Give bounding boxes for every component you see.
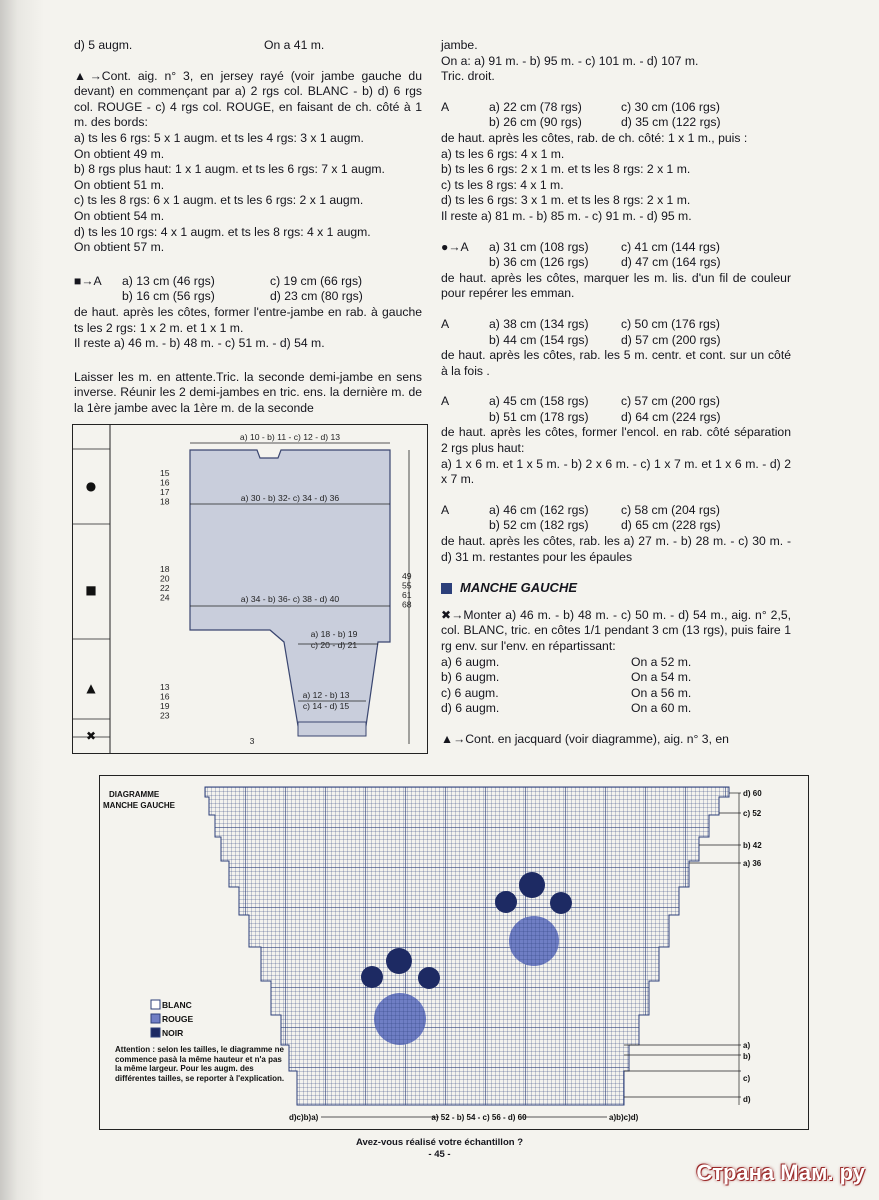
augm-row — [441, 701, 791, 717]
schema-group-3-value: 16 — [160, 691, 170, 702]
cross-icon: ✖ — [85, 729, 97, 743]
pants-shape — [190, 450, 390, 726]
augm-key: a) 6 augm. — [441, 654, 500, 669]
line-tric-droit: Tric. droit. — [441, 69, 495, 84]
a4-row-1 — [441, 394, 791, 410]
line-r10: de haut. après les côtes, marquer les m. lis. d'un fil de couleur pour repérer les emman. — [441, 270, 791, 301]
a2-b: b) 36 cm (126 rgs) — [489, 255, 589, 270]
schema-top-label: a) 10 - b) 11 - c) 12 - d) 13 — [239, 432, 341, 442]
label-low-b: b) — [743, 1052, 751, 1061]
label-low-c: c) — [743, 1074, 751, 1083]
schema-group-1-value: 18 — [160, 496, 170, 507]
right-column — [441, 38, 791, 748]
a3-c: c) 50 cm (176 rgs) — [621, 316, 720, 331]
schema-leg1b: c) 20 - d) 21 — [310, 640, 358, 650]
line-r9: Il reste a) 81 m. - b) 85 m. - c) 91 m. - d) 95 m. — [441, 208, 692, 223]
schema-leg2b: c) 14 - d) 15 — [302, 701, 350, 711]
line-rab: de haut. après les côtes, rab. de ch. côté: 1 x 1 m., puis : — [441, 130, 748, 145]
label-low-d: d) — [743, 1095, 751, 1104]
line-r16: ▲→Cont. en jacquard (voir diagramme), aig. n° 3, en — [441, 731, 729, 746]
a2-c: c) 41 cm (144 rgs) — [621, 239, 720, 254]
heading-text: MANCHE GAUCHE — [460, 580, 577, 596]
schema-group-2-value: 24 — [160, 592, 170, 603]
label-low-a: a) — [743, 1041, 751, 1050]
a1-c: c) 30 cm (106 rgs) — [621, 99, 720, 114]
diagram-note: Attention : selon les tailles, le diagramme ne commence pasà la même hauteur et n'a pas la même largeur. Pour les augm. des différentes tailles, se reporter à l'explication. — [115, 1045, 285, 1083]
line-d-augm: d) ts les 10 rgs: 4 x 1 augm. et ts les 8 rgs: 4 x 1 augm. — [74, 224, 371, 239]
line-il-reste: Il reste a) 46 m. - b) 48 m. - c) 51 m. - d) 54 m. — [74, 336, 325, 351]
a3-row-1 — [441, 317, 791, 333]
sleeve-diagram — [99, 775, 809, 1130]
augm-row — [441, 686, 791, 702]
schema-leg2a: a) 12 - b) 13 — [302, 690, 350, 700]
schema-group-3-value: 23 — [160, 710, 170, 721]
line-r6: b) ts les 6 rgs: 2 x 1 m. et ts les 8 rgs: 2 x 1 m. — [441, 162, 691, 177]
line-r5: a) ts les 6 rgs: 4 x 1 m. — [441, 146, 565, 161]
triangle-icon: ▲ — [86, 681, 96, 695]
size-a: a) 13 cm (46 rgs) — [122, 273, 215, 288]
label-a36: a) 36 — [743, 859, 762, 868]
a4-a: a) 45 cm (158 rgs) — [489, 394, 589, 409]
schema-group-1-value: 17 — [160, 487, 170, 497]
legend-rouge: ROUGE — [162, 1014, 194, 1024]
page-binding — [0, 0, 44, 1200]
text-l1-a: d) 5 augm. — [74, 38, 133, 52]
a1-prefix: A — [441, 99, 450, 114]
schema-height-value: 49 — [402, 571, 412, 581]
square-arrow-a: ■→A — [74, 273, 102, 288]
line-r8: d) ts les 6 rgs: 3 x 1 m. et ts les 8 rgs: 2 x 1 m. — [441, 193, 691, 208]
a5-d: d) 65 cm (228 rgs) — [621, 518, 721, 533]
line-r14: de haut. après les côtes, rab. les a) 27 m. - b) 28 m. - c) 30 m. - d) 31 m. restantes pour les épaules — [441, 534, 791, 564]
schema-height-value: 68 — [402, 599, 412, 610]
size-c: c) 19 cm (66 rgs) — [270, 273, 363, 288]
a1-a: a) 22 cm (78 rgs) — [489, 99, 582, 114]
schema-mid1-label: a) 30 - b) 32- c) 34 - d) 36 — [240, 493, 340, 503]
a4-c: c) 57 cm (200 rgs) — [621, 394, 720, 409]
label-c52: c) 52 — [743, 809, 762, 818]
line-r11: de haut. après les côtes, rab. les 5 m. centr. et cont. sur un côté à la fois . — [441, 348, 791, 378]
sq-row-2 — [74, 289, 422, 305]
schema-group-3-value: 13 — [160, 682, 170, 692]
legend-white-swatch — [151, 1000, 160, 1009]
augm-value: On a 60 m. — [631, 701, 692, 716]
a1-row-2 — [441, 115, 791, 131]
schema-group-2-value: 22 — [160, 583, 170, 593]
a5-a: a) 46 cm (162 rgs) — [489, 502, 589, 517]
sq-row-1 — [74, 274, 422, 290]
augm-row — [441, 655, 791, 671]
size-b: b) 16 cm (56 rgs) — [122, 289, 215, 304]
page-number: - 45 - — [428, 1149, 451, 1160]
paragraph-entre-jambe: de haut. après les côtes, former l'entre-jambe en rab. à gauche ts les 2 rgs: 1 x 2 m. et 1 x 1 m. — [74, 304, 422, 335]
a5-b: b) 52 cm (182 rgs) — [489, 518, 589, 533]
text-l1-b: On a 41 m. — [264, 38, 325, 52]
left-line-1 — [74, 38, 422, 54]
augm-key: b) 6 augm. — [441, 670, 500, 685]
schema-group-2-value: 20 — [160, 573, 170, 584]
diagram-title-2: MANCHE GAUCHE — [103, 801, 175, 810]
line-on-a: On a: a) 91 m. - b) 95 m. - c) 101 m. - d) 107 m. — [441, 53, 699, 68]
a1-row-1 — [441, 100, 791, 116]
a1-d: d) 35 cm (122 rgs) — [621, 115, 721, 130]
a5-row-1 — [441, 503, 791, 519]
a3-prefix: A — [441, 316, 450, 331]
line-obtient-49: On obtient 49 m. — [74, 146, 165, 161]
watermark-text: Страна Мам — [696, 1160, 828, 1185]
line-obtient-57: On obtient 57 m. — [74, 240, 165, 255]
square-icon: ■ — [85, 583, 97, 597]
paragraph-attente: Laisser les m. en attente.Tric. la seconde demi-jambe en sens inverse. Réunir les 2 demi-jambes en tric. ens. la dernière m. de la 1ère jambe avec la 1ère m. de la seconde — [74, 369, 422, 415]
schema-leg1a: a) 18 - b) 19 — [310, 629, 358, 639]
a3-a: a) 38 cm (134 rgs) — [489, 316, 589, 331]
a5-row-2 — [441, 518, 791, 534]
line-r12: de haut. après les côtes, former l'encol. en rab. côté séparation 2 rgs plus haut: — [441, 425, 791, 456]
legend-noir: NOIR — [162, 1028, 184, 1038]
a2-prefix: ●→A — [441, 239, 469, 254]
schema-group-3-value: 19 — [160, 701, 170, 711]
diagram-legend — [151, 1000, 194, 1038]
legend-red-swatch — [151, 1014, 160, 1023]
line-b-augm: b) 8 rgs plus haut: 1 x 1 augm. et ts les 6 rgs: 7 x 1 augm. — [74, 162, 385, 177]
line-r13: a) 1 x 6 m. et 1 x 5 m. - b) 2 x 6 m. - c) 1 x 7 m. et 1 x 6 m. - d) 2 x 7 m. — [441, 456, 791, 487]
label-b42: b) 42 — [743, 841, 762, 850]
legend-black-swatch — [151, 1028, 160, 1037]
a2-row-2 — [441, 255, 791, 271]
footer-question: Avez-vous réalisé votre échantillon ? — [355, 1137, 523, 1148]
a5-c: c) 58 cm (204 rgs) — [621, 502, 720, 517]
paragraph-striped: ▲→Cont. aig. n° 3, en jersey rayé (voir jambe gauche du devant) en commençant par a) 2 rgs col. BLANC - b) d) 6 rgs col. ROUGE - c) 4 rgs col. ROUGE, en faisant de ch. côté à 1 m. des bords: — [74, 68, 422, 130]
augm-key: d) 6 augm. — [441, 701, 500, 716]
section-heading — [441, 580, 791, 596]
label-d60: d) 60 — [743, 789, 762, 798]
schema-group-2-value: 18 — [160, 564, 170, 574]
line-r15: ✖→Monter a) 46 m. - b) 48 m. - c) 50 m. - d) 54 m., aig. n° 2,5, col. BLANC, tric. en côtes 1/1 pendant 3 cm (13 rgs), puis faire 1 rg env. sur l'env. en répartissant: — [441, 607, 791, 653]
size-d: d) 23 cm (80 rgs) — [270, 289, 363, 304]
watermark — [696, 1160, 865, 1186]
line-jambe: jambe. — [441, 38, 478, 52]
diagram-note-wrap — [115, 1045, 287, 1115]
a5-prefix: A — [441, 502, 450, 517]
a4-row-2 — [441, 410, 791, 426]
a2-a: a) 31 cm (108 rgs) — [489, 239, 589, 254]
a1-b: b) 26 cm (90 rgs) — [489, 115, 582, 130]
a4-b: b) 51 cm (178 rgs) — [489, 409, 589, 424]
heading-square-icon — [441, 583, 452, 594]
augm-value: On a 54 m. — [631, 670, 692, 685]
a3-d: d) 57 cm (200 rgs) — [621, 332, 721, 347]
bottom-right-labels: a)b)c)d) — [609, 1113, 639, 1122]
schema-height-value: 61 — [402, 590, 412, 600]
schema-group-1-value: 15 — [160, 468, 170, 478]
schema-height-value: 55 — [402, 580, 412, 591]
line-r7: c) ts les 8 rgs: 4 x 1 m. — [441, 177, 564, 192]
dot-icon: ● — [85, 479, 97, 493]
augm-row — [441, 670, 791, 686]
a2-d: d) 47 cm (164 rgs) — [621, 255, 721, 270]
schema-rib-label: 3 — [249, 736, 255, 746]
watermark-suffix: . ру — [827, 1160, 865, 1185]
diagram-title-1: DIAGRAMME — [109, 790, 160, 799]
schema-group-1-value: 16 — [160, 477, 170, 488]
a3-row-2 — [441, 333, 791, 349]
legend-blanc: BLANC — [162, 1000, 192, 1010]
rib-band — [298, 722, 366, 736]
a2-row-1 — [441, 240, 791, 256]
bottom-center-label: a) 52 - b) 54 - c) 56 - d) 60 — [431, 1113, 527, 1122]
a4-prefix: A — [441, 394, 450, 409]
schema-mid2-label: a) 34 - b) 36- c) 38 - d) 40 — [240, 594, 340, 604]
line-obtient-54: On obtient 54 m. — [74, 208, 165, 223]
line-a-augm: a) ts les 6 rgs: 5 x 1 augm. et ts les 4 rgs: 3 x 1 augm. — [74, 130, 364, 145]
left-column — [74, 38, 422, 416]
pants-schematic — [72, 424, 428, 754]
line-obtient-51: On obtient 51 m. — [74, 177, 165, 192]
augm-list — [441, 655, 791, 717]
line-c-augm: c) ts les 8 rgs: 6 x 1 augm. et ts les 6 rgs: 2 x 1 augm. — [74, 193, 364, 208]
augm-value: On a 52 m. — [631, 654, 692, 669]
a3-b: b) 44 cm (154 rgs) — [489, 332, 589, 347]
bottom-left-labels: d)c)b)a) — [289, 1113, 319, 1122]
augm-key: c) 6 augm. — [441, 685, 499, 700]
a4-d: d) 64 cm (224 rgs) — [621, 409, 721, 424]
augm-value: On a 56 m. — [631, 685, 692, 700]
